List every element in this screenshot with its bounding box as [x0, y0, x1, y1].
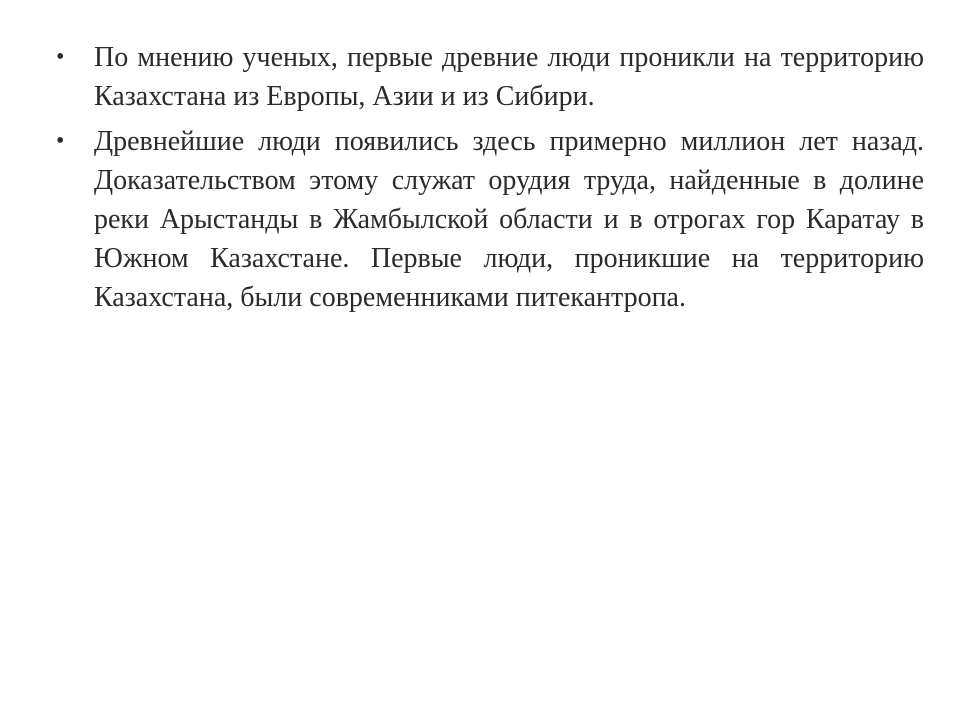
bullet-marker: • [56, 128, 65, 154]
bullet-text-1: По мнению ученых, первые древние люди проникли на территорию Казахстана из Европы, Азии и из Сибири. [94, 42, 924, 112]
bullet-text-2: Древнейшие люди появились здесь примерно миллион лет назад. Доказательством этому служат орудия труда, найденные в долине реки Арыстанды в Жамбылской области и в отрогах гор Каратау в Южном Казахстане. Первые люди, проникшие на территорию Казахстана, были современниками питекантропа. [94, 126, 924, 313]
bullet-item-1 [56, 38, 924, 116]
bullet-marker: • [56, 44, 65, 70]
bullet-item-2 [56, 122, 924, 317]
bullet-list [56, 38, 924, 323]
